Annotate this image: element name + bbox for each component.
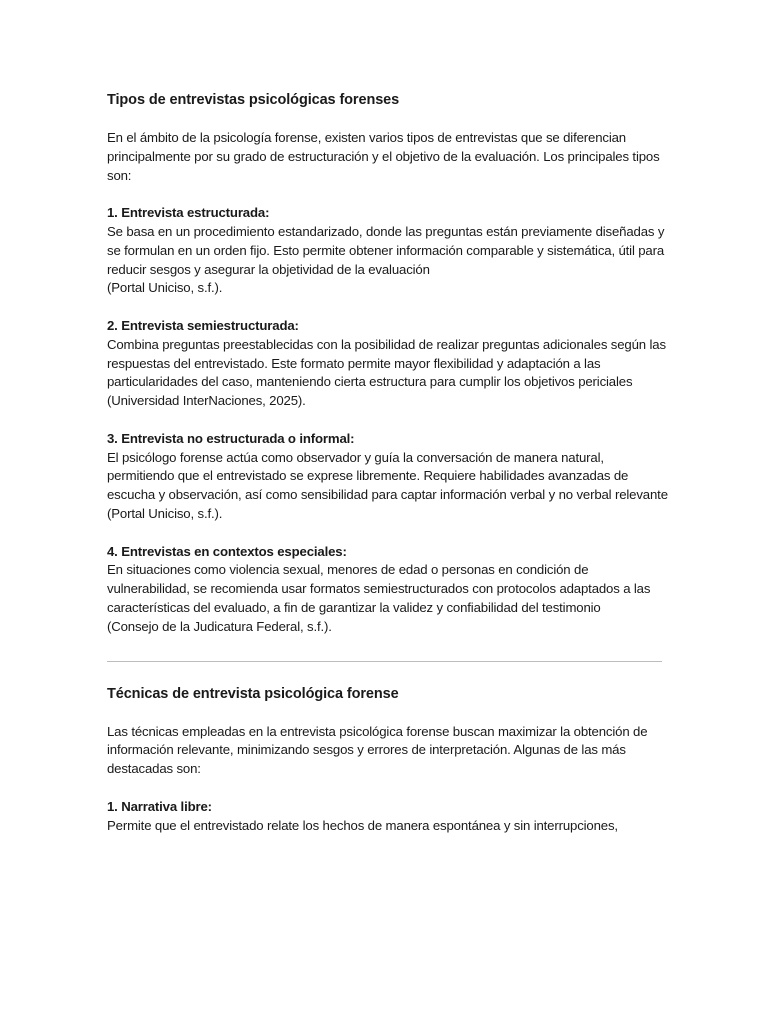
item-heading-contextos-especiales: 4. Entrevistas en contextos especiales: [107,543,347,559]
item-body-estructurada: Se basa en un procedimiento estandarizado, donde las preguntas están previamente diseñadas y se formulan en un orden fijo. Esto permite obtener información comparable y sistemática, útil para reducir sesgos y asegurar la objetividad de la evaluación [107,223,665,277]
item-citation-estructurada: (Portal Uniciso, s.f.). [107,280,223,296]
item-body-semiestructurada: Combina preguntas preestablecidas con la posibilidad de realizar preguntas adicionales según las respuestas del entrevistado. Este formato permite mayor flexibilidad y adaptación a las particularidades del caso, manteniendo cierta estructura para cumplir los objetivos periciales [107,336,666,390]
item-body-no-estructurada: El psicólogo forense actúa como observador y guía la conversación de manera natural, permitiendo que el entrevistado se exprese libremente. Requiere habilidades avanzadas de escucha y observación, así como sensibilidad para captar información verbal y no verbal relevante [107,449,668,503]
item-citation-contextos-especiales: (Consejo de la Judicatura Federal, s.f.). [107,618,332,634]
item-body-narrativa-libre: Permite que el entrevistado relate los hechos de manera espontánea y sin interrupciones, [107,817,618,833]
section-title-tipos: Tipos de entrevistas psicológicas forenses [107,92,400,108]
item-citation-semiestructurada: (Universidad InterNaciones, 2025). [107,393,306,409]
item-heading-estructurada: 1. Entrevista estructurada: [107,205,270,221]
intro-paragraph: En el ámbito de la psicología forense, existen varios tipos de entrevistas que se diferencian principalmente por su grado de estructuración y el objetivo de la evaluación. Los principales tipos son: [107,130,660,183]
item-heading-no-estructurada: 3. Entrevista no estructurada o informal: [107,430,355,446]
item-heading-narrativa-libre: 1. Narrativa libre: [107,798,212,814]
item-body-contextos-especiales: En situaciones como violencia sexual, menores de edad o personas en condición de vulnerabilidad, se recomienda usar formatos semiestructurados con protocolos adaptados a las características del evaluado, a fin de garantizar la validez y confiabilidad del testimonio [107,562,651,615]
tecnicas-intro-paragraph: Las técnicas empleadas en la entrevista psicológica forense buscan maximizar la obtención de información relevante, minimizando sesgos y errores de interpretación. Algunas de las más destacadas son: [107,723,648,777]
document-page [107,90,669,835]
section-title-tecnicas: Técnicas de entrevista psicológica forense [107,685,399,702]
item-citation-no-estructurada: (Portal Uniciso, s.f.). [107,505,223,521]
item-heading-semiestructurada: 2. Entrevista semiestructurada: [107,317,299,333]
